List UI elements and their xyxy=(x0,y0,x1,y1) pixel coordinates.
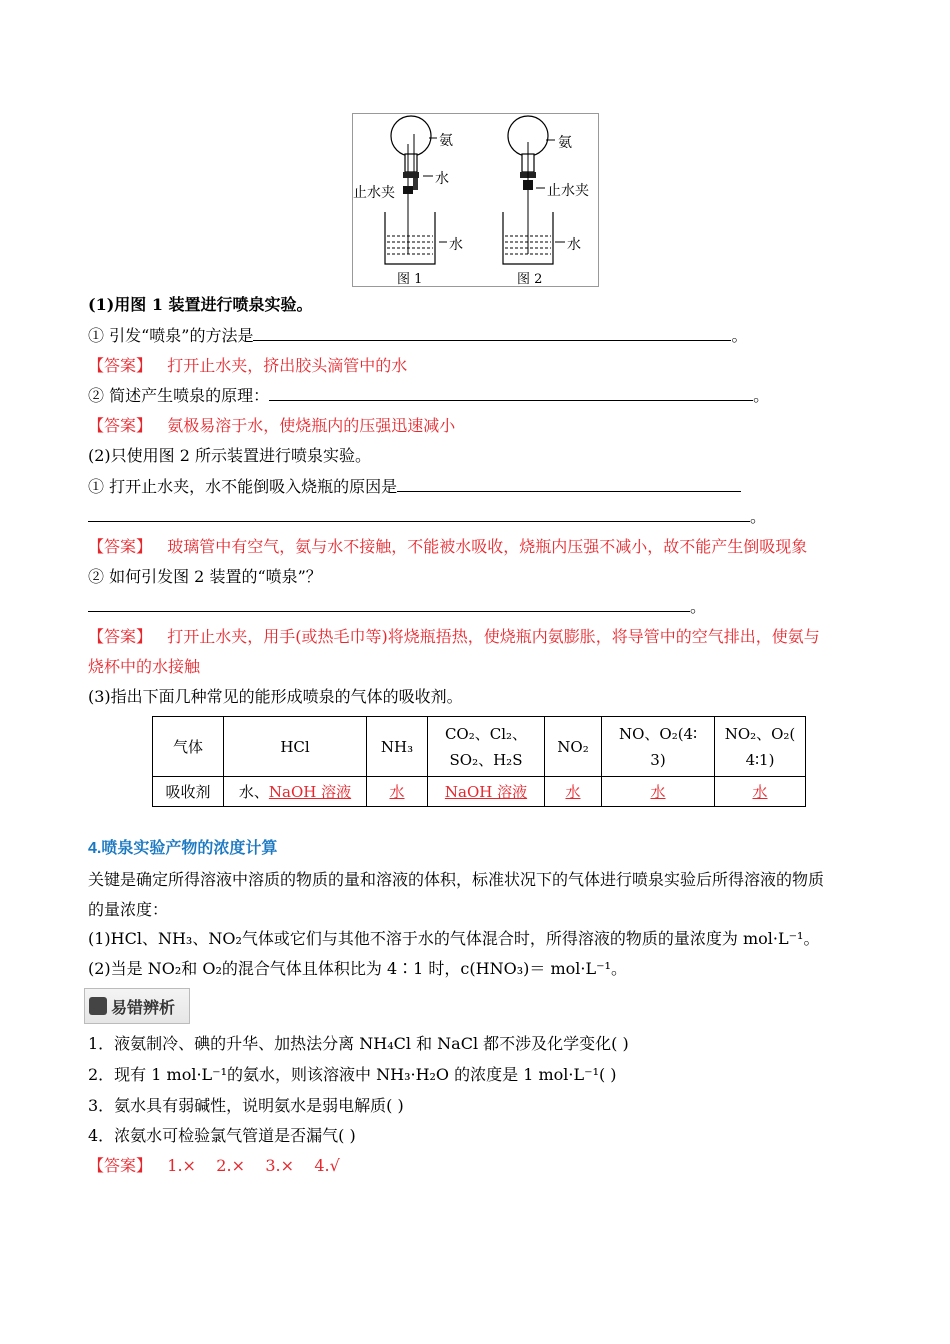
q2-sub2-line xyxy=(88,596,706,618)
q1-answer1 xyxy=(88,355,407,377)
q1-sub1-text: ① 引发“喷泉”的方法是 xyxy=(88,326,254,345)
fig2-ammonia-label: 氨 xyxy=(558,135,572,151)
q2-sub1 xyxy=(88,476,741,498)
absorbent-no2-text: 水 xyxy=(565,782,581,801)
answer-tag: 【答案】 xyxy=(88,1156,153,1175)
q1-sub2-blank xyxy=(269,386,753,401)
absorbent-header: 吸收剂 xyxy=(153,777,224,807)
gas-no2-o2 xyxy=(715,717,806,777)
q2-sub1-blank2 xyxy=(88,507,750,522)
section4-intro2: 的量浓度： xyxy=(88,900,169,919)
fig1-beaker-water-label: 水 xyxy=(449,237,463,253)
absorbent-no2 xyxy=(545,777,602,807)
absorbent-no-o2 xyxy=(602,777,715,807)
gas-no-o2-line2: 3) xyxy=(650,750,666,769)
error-item-1: 1．液氨制冷、碘的升华、加热法分离 NH₄Cl 和 NaCl 都不涉及化学变化( ) xyxy=(88,1034,629,1053)
absorbent-no2-o2 xyxy=(715,777,806,807)
section4-p2: (2)当是 NO₂和 O₂的混合气体且体积比为 4∶1 时，c(HNO₃)＝ mol·L⁻¹。 xyxy=(88,959,627,978)
gas-no-o2-line1: NO、O₂(4∶ xyxy=(618,724,698,743)
q2-title: (2)只使用图 2 所示装置进行喷泉实验。 xyxy=(88,446,372,465)
tag-icon xyxy=(89,997,107,1015)
absorbent-nh3-text: 水 xyxy=(389,782,405,801)
error-analysis-tag xyxy=(84,988,190,1024)
q1-sub2-end: 。 xyxy=(753,386,770,405)
q1-sub1-blank xyxy=(253,326,731,341)
answer-text: 1.× 2.× 3.× 4.√ xyxy=(167,1156,340,1175)
error-item-3: 3．氨水具有弱碱性，说明氨水是弱电解质( ) xyxy=(88,1096,404,1115)
absorbent-co2-text: NaOH 溶液 xyxy=(444,782,528,801)
absorbent-nh3 xyxy=(367,777,428,807)
q2-sub2: ② 如何引发图 2 装置的“喷泉”？ xyxy=(88,567,322,586)
absorbent-no-o2-text: 水 xyxy=(650,782,666,801)
absorbent-hcl-plain: 水、 xyxy=(238,782,269,801)
q2-sub2-blank xyxy=(88,597,690,612)
q1-sub1 xyxy=(88,325,747,347)
absorbent-no2-o2-text: 水 xyxy=(752,782,768,801)
q2-sub1-text: ① 打开止水夹，水不能倒吸入烧瓶的原因是 xyxy=(88,477,398,496)
gas-co2-line1: CO₂、Cl₂、 xyxy=(444,724,528,743)
answer-tag: 【答案】 xyxy=(88,416,153,435)
gas-co2-line2: SO₂、H₂S xyxy=(449,750,523,769)
absorbent-co2 xyxy=(428,777,545,807)
fig1-clamp-label: 止水夹 xyxy=(353,185,395,201)
error-item-4: 4．浓氨水可检验氯气管道是否漏气( ) xyxy=(88,1126,356,1145)
answer-text: 氨极易溶于水，使烧瓶内的压强迅速减小 xyxy=(167,416,456,435)
q2-sub1-end: 。 xyxy=(750,507,767,526)
gas-hcl: HCl xyxy=(224,717,367,777)
q1-answer2 xyxy=(88,415,455,437)
fig1-caption: 图 1 xyxy=(397,272,423,287)
q3-title: (3)指出下面几种常见的能形成喷泉的气体的吸收剂。 xyxy=(88,687,463,706)
table-row xyxy=(153,717,806,777)
gas-no-o2 xyxy=(602,717,715,777)
absorbent-hcl xyxy=(224,777,367,807)
error-analysis-label: 易错辨析 xyxy=(111,1000,176,1017)
gas-co2-group xyxy=(428,717,545,777)
answer-text: 打开止水夹，挤出胶头滴管中的水 xyxy=(167,356,408,375)
absorbent-table xyxy=(152,716,806,807)
q2-sub1-blank xyxy=(397,477,741,492)
gas-header: 气体 xyxy=(153,717,224,777)
q2-answer2-line2: 烧杯中的水接触 xyxy=(88,657,201,676)
answer-text: 打开止水夹，用手(或热毛巾等)将烧瓶捂热，使烧瓶内氨膨胀，将导管中的空气排出，使氨与 xyxy=(167,627,820,646)
fig2-clamp-label: 止水夹 xyxy=(547,183,589,199)
fig2-beaker-water-label: 水 xyxy=(567,237,581,253)
errors-answer xyxy=(88,1155,340,1177)
table-row xyxy=(153,777,806,807)
section4-heading: 4.喷泉实验产物的浓度计算 xyxy=(88,840,278,857)
absorbent-hcl-red: NaOH 溶液 xyxy=(268,782,352,801)
q2-answer2 xyxy=(88,626,820,648)
gas-no2-o2-line1: NO₂、O₂( xyxy=(724,724,796,743)
fig2-caption: 图 2 xyxy=(517,272,543,287)
section4-p1: (1)HCl、NH₃、NO₂气体或它们与其他不溶于水的气体混合时，所得溶液的物质的量浓度为 mol·L⁻¹。 xyxy=(88,929,820,948)
section4-intro1: 关键是确定所得溶液中溶质的物质的量和溶液的体积，标准状况下的气体进行喷泉实验后所得溶液的物质 xyxy=(88,870,825,889)
answer-text: 玻璃管中有空气，氨与水不接触，不能被水吸收，烧瓶内压强不减小，故不能产生倒吸现象 xyxy=(167,537,808,556)
error-item-2: 2．现有 1 mol·L⁻¹的氨水，则该溶液中 NH₃·H₂O 的浓度是 1 mol·L⁻¹( ) xyxy=(88,1065,617,1084)
apparatus-figure xyxy=(352,113,599,287)
q1-sub2 xyxy=(88,385,769,407)
fig1-water-label: 水 xyxy=(435,171,449,187)
q1-title: (1)用图 1 装置进行喷泉实验。 xyxy=(88,295,313,314)
q2-sub2-end: 。 xyxy=(690,597,707,616)
answer-tag: 【答案】 xyxy=(88,627,153,646)
q1-sub1-end: 。 xyxy=(731,326,748,345)
gas-no2-o2-line2: 4∶1) xyxy=(745,750,775,769)
gas-nh3: NH₃ xyxy=(367,717,428,777)
q2-answer1 xyxy=(88,536,807,558)
fig1-ammonia-label: 氨 xyxy=(439,133,453,149)
q1-sub2-text: ② 简述产生喷泉的原理： xyxy=(88,386,270,405)
gas-no2: NO₂ xyxy=(545,717,602,777)
answer-tag: 【答案】 xyxy=(88,537,153,556)
q2-sub1-line2 xyxy=(88,506,766,528)
answer-tag: 【答案】 xyxy=(88,356,153,375)
